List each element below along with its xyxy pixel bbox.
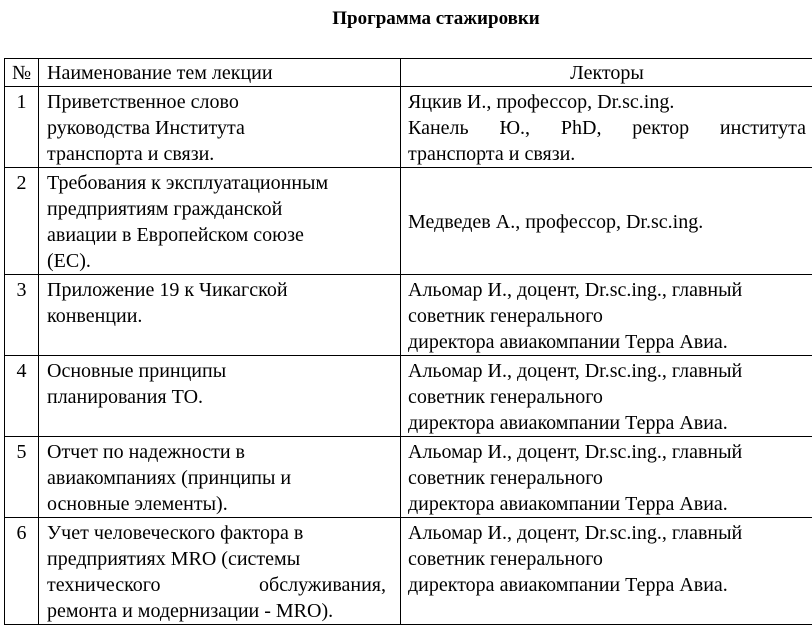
topic-line: основные элементы). [47, 493, 228, 515]
lecturers-cell [401, 275, 812, 356]
topic-line: Приложение 19 к Чикагской [47, 279, 288, 301]
lecturer-line: Канель Ю., PhD, ректор института [408, 117, 806, 139]
table-row [5, 437, 812, 518]
lecturers-cell [401, 437, 812, 518]
topic-line: транспорта и связи. [47, 143, 215, 165]
header-number: № [5, 59, 39, 87]
topic-line: Отчет по надежности в [47, 441, 245, 463]
document-title: Программа стажировки [332, 8, 540, 29]
table-row [5, 168, 812, 275]
lecturer-line: советник генерального [408, 305, 603, 327]
lecturers-cell [401, 356, 812, 437]
lecturers-cell [401, 518, 812, 625]
topic-line: авиации в Европейском союзе [47, 224, 304, 246]
topic-line: Приветственное слово [47, 91, 239, 113]
lecturer-line: советник генерального [408, 548, 603, 570]
lecturers-cell [401, 87, 812, 168]
topic-line: технического обслуживания, [47, 574, 386, 596]
topic-line: Основные принципы [47, 360, 227, 382]
lecturer-line: директора авиакомпании Терра Авиа. [408, 412, 728, 434]
topic-line: предприятиям гражданской [47, 198, 283, 220]
lecture-topic [39, 275, 401, 356]
header-lecturers: Лекторы [401, 59, 812, 87]
row-number: 6 [5, 518, 39, 625]
lecture-topic [39, 518, 401, 625]
topic-line: ремонта и модернизации - MRO). [47, 600, 334, 622]
lecturer-line: Яцкив И., профессор, Dr.sc.ing. [408, 91, 675, 113]
lecturer-line: Альомар И., доцент, Dr.sc.ing., главный [408, 279, 743, 301]
table-row [5, 275, 812, 356]
row-number: 3 [5, 275, 39, 356]
lecturer-line: советник генерального [408, 467, 603, 489]
topic-line: конвенции. [47, 305, 143, 327]
topic-line: предприятиях MRO (системы [47, 548, 301, 570]
lecturer-line: Альомар И., доцент, Dr.sc.ing., главный [408, 522, 743, 544]
row-number: 5 [5, 437, 39, 518]
lecture-topic [39, 168, 401, 275]
topic-line: Учет человеческого фактора в [47, 522, 304, 544]
table-row [5, 87, 812, 168]
topic-line: руководства Института [47, 117, 245, 139]
topic-line: авиакомпаниях (принципы и [47, 467, 292, 489]
lecturer-line: Альомар И., доцент, Dr.sc.ing., главный [408, 441, 743, 463]
lecture-topic [39, 437, 401, 518]
program-table [4, 58, 812, 625]
topic-line: (ЕС). [47, 250, 91, 272]
topic-line: Требования к эксплуатационным [47, 172, 329, 194]
table-header-row [5, 59, 812, 87]
lecturer-line: Медведев А., профессор, Dr.sc.ing. [408, 211, 704, 233]
lecturer-line: транспорта и связи. [408, 143, 576, 165]
row-number: 4 [5, 356, 39, 437]
table-row [5, 518, 812, 625]
topic-line: планирования ТО. [47, 386, 204, 408]
lecturer-line: Альомар И., доцент, Dr.sc.ing., главный [408, 360, 743, 382]
lecturer-line: советник генерального [408, 386, 603, 408]
lecturers-cell [401, 168, 812, 275]
lecturer-line: директора авиакомпании Терра Авиа. [408, 574, 728, 596]
row-number: 2 [5, 168, 39, 275]
header-topic: Наименование тем лекции [39, 59, 401, 87]
table-row [5, 356, 812, 437]
lecturer-line: директора авиакомпании Терра Авиа. [408, 493, 728, 515]
lecture-topic [39, 356, 401, 437]
lecture-topic [39, 87, 401, 168]
lecturer-line: директора авиакомпании Терра Авиа. [408, 331, 728, 353]
row-number: 1 [5, 87, 39, 168]
